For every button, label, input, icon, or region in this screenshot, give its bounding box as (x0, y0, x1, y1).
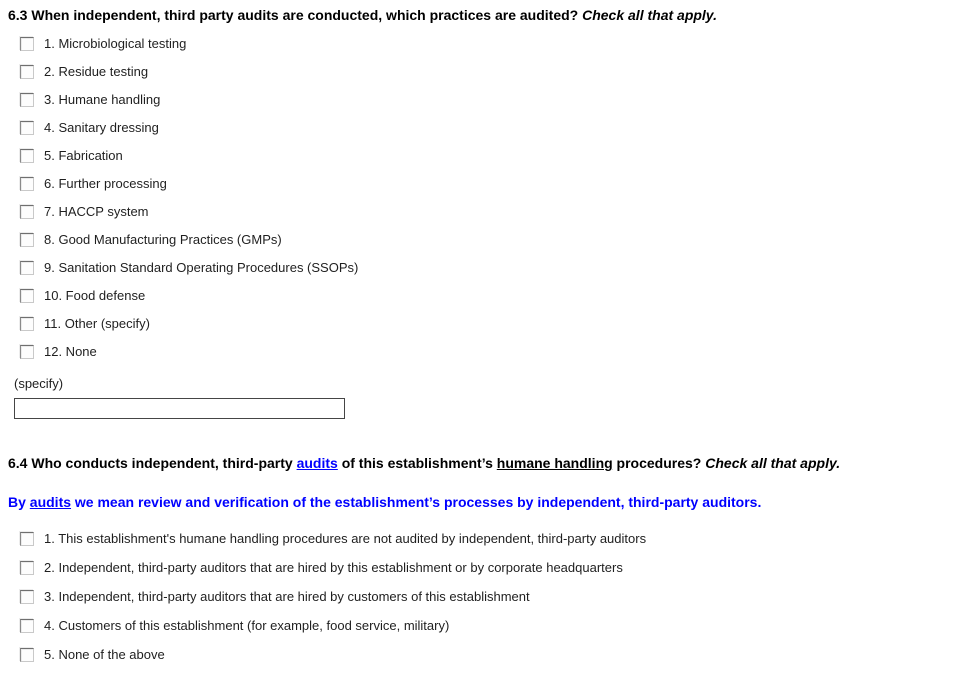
option-checkbox[interactable] (20, 532, 34, 546)
option-row (20, 177, 956, 191)
note-prefix: By (8, 494, 30, 510)
option-row (20, 345, 956, 359)
option-label: 11. Other (specify) (44, 316, 150, 331)
option-label: 2. Residue testing (44, 64, 149, 79)
question-6-4-options (8, 532, 956, 662)
option-label: 3. Independent, third-party auditors that are hired by customers of this establishment (44, 589, 530, 604)
option-label: 2. Independent, third-party auditors that are hired by this establishment or by corporate headquarters (44, 560, 623, 575)
option-row (20, 317, 956, 331)
option-label: 12. None (44, 344, 97, 359)
option-row (20, 65, 956, 79)
option-label: 4. Customers of this establishment (for example, food service, military) (44, 618, 450, 633)
option-label: 10. Food defense (44, 288, 146, 303)
question-6-4-title (8, 455, 956, 472)
option-checkbox[interactable] (20, 590, 34, 604)
option-checkbox[interactable] (20, 37, 34, 51)
option-row (20, 561, 956, 575)
option-checkbox[interactable] (20, 619, 34, 633)
option-checkbox[interactable] (20, 317, 34, 331)
question-6-3-title (8, 7, 956, 24)
option-checkbox[interactable] (20, 93, 34, 107)
option-row (20, 93, 956, 107)
option-checkbox[interactable] (20, 561, 34, 575)
question-6-3-options (8, 37, 956, 359)
specify-input[interactable] (14, 398, 345, 419)
option-row (20, 590, 956, 604)
audits-link[interactable]: audits (296, 455, 338, 471)
specify-label: (specify) (14, 376, 64, 391)
question-6-4-text-suffix: procedures? (612, 455, 706, 471)
option-checkbox[interactable] (20, 205, 34, 219)
option-row (20, 619, 956, 633)
option-checkbox[interactable] (20, 65, 34, 79)
option-row (20, 289, 956, 303)
note-text: we mean review and verification of the establishment’s processes by independent, third-party auditors. (71, 494, 762, 510)
audits-note-link[interactable]: audits (29, 494, 72, 510)
option-checkbox[interactable] (20, 177, 34, 191)
option-label: 5. None of the above (44, 647, 165, 662)
option-row (20, 233, 956, 247)
question-6-4-text-middle: of this establishment’s (337, 455, 497, 471)
option-label: 4. Sanitary dressing (44, 120, 159, 135)
question-6-3-instruction: Check all that apply. (582, 7, 717, 23)
option-checkbox[interactable] (20, 233, 34, 247)
option-checkbox[interactable] (20, 345, 34, 359)
option-checkbox[interactable] (20, 648, 34, 662)
option-row (20, 37, 956, 51)
option-label: 5. Fabrication (44, 148, 123, 163)
audits-definition-note (8, 494, 956, 510)
option-checkbox[interactable] (20, 289, 34, 303)
option-label: 1. This establishment's humane handling procedures are not audited by independent, third-party auditors (44, 531, 647, 546)
option-row (20, 648, 956, 662)
option-label: 9. Sanitation Standard Operating Procedures (SSOPs) (44, 260, 359, 275)
option-row (20, 149, 956, 163)
option-label: 6. Further processing (44, 176, 167, 191)
question-6-3-text: 6.3 When independent, third party audits are conducted, which practices are audited? (8, 7, 583, 23)
option-label: 7. HACCP system (44, 204, 149, 219)
option-row (20, 121, 956, 135)
option-checkbox[interactable] (20, 261, 34, 275)
humane-handling-term: humane handling (496, 455, 613, 471)
option-label: 8. Good Manufacturing Practices (GMPs) (44, 232, 282, 247)
option-label: 3. Humane handling (44, 92, 161, 107)
question-6-4-text-prefix: 6.4 Who conducts independent, third-party (8, 455, 297, 471)
option-checkbox[interactable] (20, 149, 34, 163)
option-label: 1. Microbiological testing (44, 36, 187, 51)
question-6-4-instruction: Check all that apply. (705, 455, 841, 471)
option-row (20, 205, 956, 219)
option-row (20, 532, 956, 546)
option-checkbox[interactable] (20, 121, 34, 135)
option-row (20, 261, 956, 275)
